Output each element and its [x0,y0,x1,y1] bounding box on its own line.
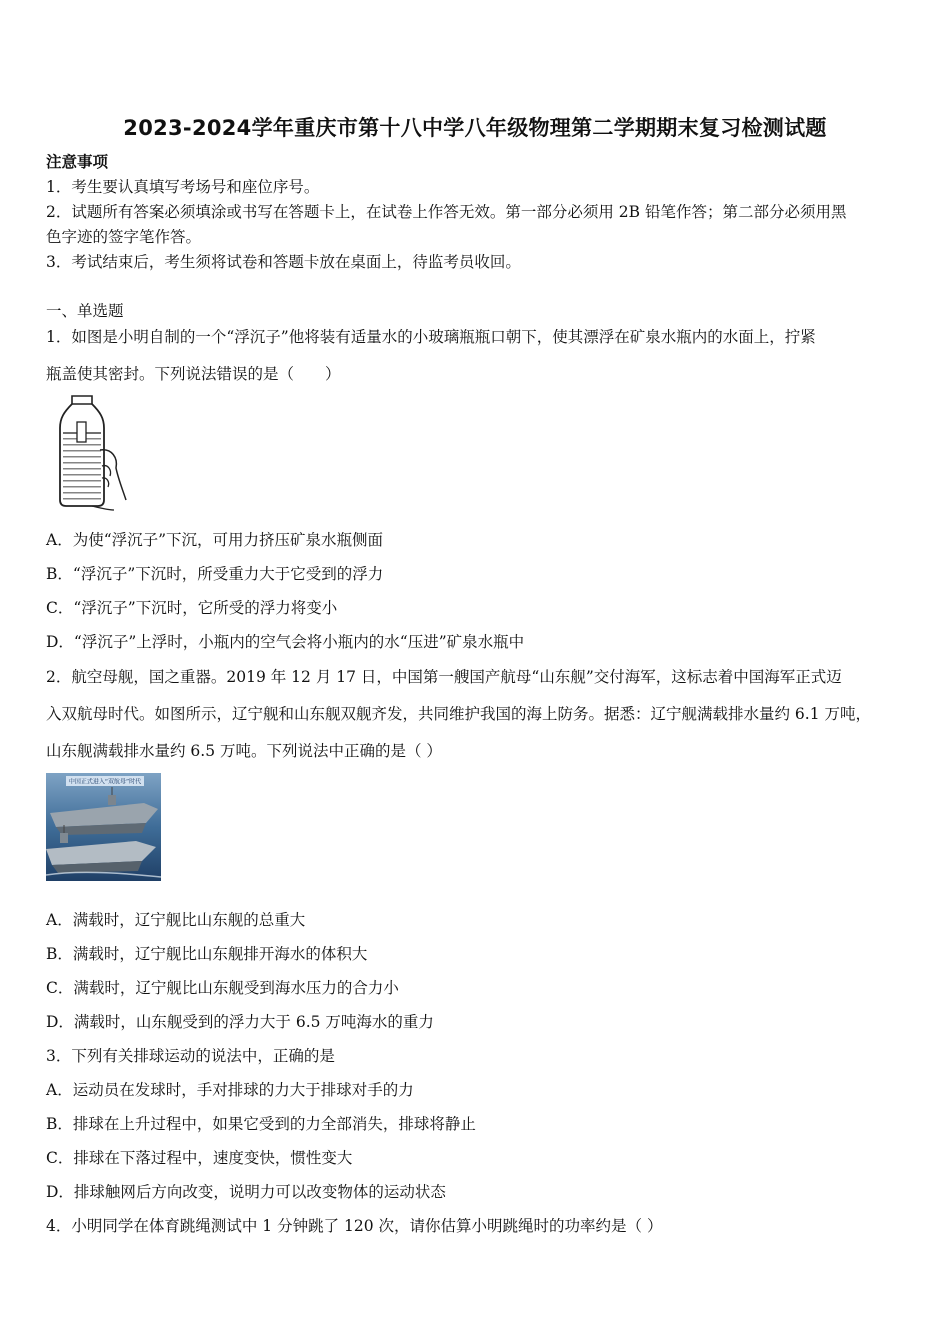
question-2-stem: 2．航空母舰，国之重器。2019 年 12 月 17 日，中国第一艘国产航母“山东舰”交付海军，这标志着中国海军正式迈 [46,668,842,686]
bottle-figure [52,392,134,512]
question-2-option-a: A．满载时，辽宁舰比山东舰的总重大 [46,911,306,929]
question-2-stem: 山东舰满载排水量约 6.5 万吨。下列说法中正确的是（ ） [46,742,442,760]
question-1-stem: 1．如图是小明自制的一个“浮沉子”他将装有适量水的小玻璃瓶瓶口朝下，使其漂浮在矿泉水瓶内的水面上，拧紧 [46,328,816,346]
question-2-option-c: C．满载时，辽宁舰比山东舰受到海水压力的合力小 [46,979,399,997]
section-heading: 一、单选题 [46,302,124,320]
question-1-option-a: A．为使“浮沉子”下沉，可用力挤压矿泉水瓶侧面 [46,531,384,549]
question-1-stem: 瓶盖使其密封。下列说法错误的是（ ） [46,365,341,383]
notice-heading: 注意事项 [46,152,109,171]
notice-item: 2．试题所有答案必须填涂或书写在答题卡上，在试卷上作答无效。第一部分必须用 2B 铅笔作答；第二部分必须用黑 [46,203,847,221]
question-2-stem: 入双航母时代。如图所示，辽宁舰和山东舰双舰齐发，共同维护我国的海上防务。据悉：辽宁舰满载排水量约 6.1 万吨， [46,705,872,723]
question-2-option-b: B．满载时，辽宁舰比山东舰排开海水的体积大 [46,945,368,963]
question-4-stem: 4．小明同学在体育跳绳测试中 1 分钟跳了 120 次，请你估算小明跳绳时的功率约是（ ） [46,1217,663,1235]
question-1-option-b: B．“浮沉子”下沉时，所受重力大于它受到的浮力 [46,565,384,583]
question-1-option-c: C．“浮沉子”下沉时，它所受的浮力将变小 [46,599,338,617]
page-title: 2023-2024学年重庆市第十八中学八年级物理第二学期期末复习检测试题 [123,116,827,140]
notice-item: 1．考生要认真填写考场号和座位序号。 [46,178,320,196]
notice-item: 色字迹的签字笔作答。 [46,228,202,246]
question-3-option-c: C．排球在下落过程中，速度变快，惯性变大 [46,1149,353,1167]
photo-caption: 中国正式进入“双航母”时代 [68,778,142,786]
question-3-option-b: B．排球在上升过程中，如果它受到的力全部消失，排球将静止 [46,1115,476,1133]
question-3-option-a: A．运动员在发球时，手对排球的力大于排球对手的力 [46,1081,414,1099]
question-2-option-d: D．满载时，山东舰受到的浮力大于 6.5 万吨海水的重力 [46,1013,434,1031]
question-3-stem: 3．下列有关排球运动的说法中，正确的是 [46,1047,335,1065]
question-1-option-d: D．“浮沉子”上浮时，小瓶内的空气会将小瓶内的水“压进”矿泉水瓶中 [46,633,525,651]
question-3-option-d: D．排球触网后方向改变，说明力可以改变物体的运动状态 [46,1183,446,1201]
notice-item: 3．考试结束后，考生须将试卷和答题卡放在桌面上，待监考员收回。 [46,253,521,271]
aircraft-carrier-photo [46,773,161,881]
